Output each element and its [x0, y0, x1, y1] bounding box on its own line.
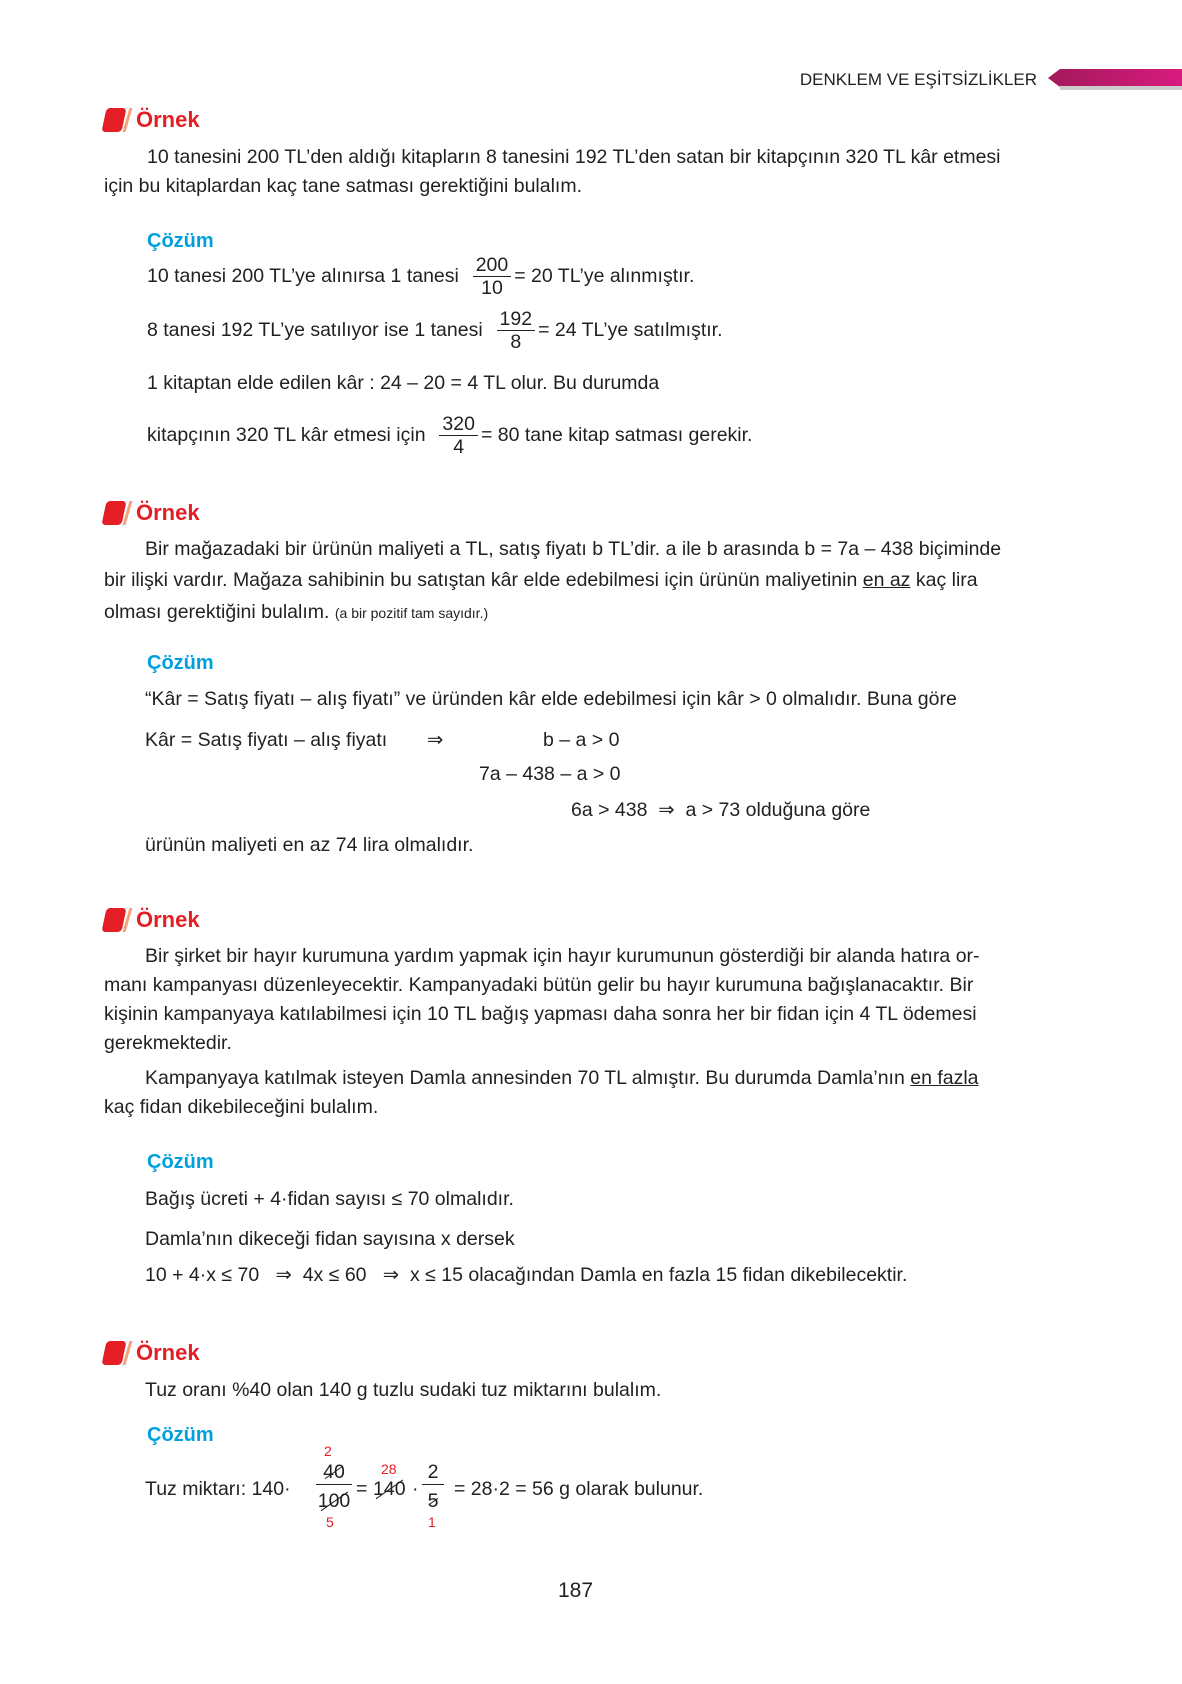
denominator: 4 [453, 436, 465, 459]
numerator: 2 [422, 1460, 444, 1485]
solution-line [571, 798, 870, 822]
example-icon [104, 907, 130, 933]
numerator [316, 1460, 352, 1485]
numerator: 200 [473, 254, 512, 277]
note: (a bir pozitif tam sayıdır.) [334, 605, 489, 621]
text-line [104, 568, 978, 592]
denominator [422, 1489, 444, 1513]
text-line [104, 600, 488, 625]
text: = 80 tane kitap satması gerekir. [480, 424, 753, 446]
numerator: 320 [439, 413, 478, 436]
text-line: Tuz oranı %40 olan 140 g tuzlu sudaki tuz miktarını bulalım. [145, 1379, 662, 1401]
text-line: kişinin kampanyaya katılabilmesi için 10 TL bağış yapması daha sonra her bir fidan için 4 TL ödemesi [104, 1003, 977, 1025]
text: kitapçının 320 TL kâr etmesi için [147, 424, 426, 446]
text-line: kaç fidan dikebileceğini bulalım. [104, 1096, 379, 1118]
implies-arrow: ⇒ [658, 799, 675, 821]
denominator [312, 1489, 356, 1513]
text-line: manı kampanyası düzenleyecektir. Kampanyadaki bütün gelir bu hayır kurumuna bağışlanacaktır. Bir [104, 974, 974, 996]
implies-arrow: ⇒ [382, 1264, 400, 1286]
solution-line: Damla’nın dikeceği fidan sayısına x dersek [145, 1228, 515, 1250]
example-label: Örnek [136, 1340, 200, 1365]
reduced-value: 28 [381, 1461, 397, 1477]
solution-line: 7a – 438 – a > 0 [479, 763, 621, 785]
implies-arrow: ⇒ [427, 729, 444, 751]
implies-arrow: ⇒ [275, 1264, 292, 1286]
solution-line: 1 kitaptan elde edilen kâr : 24 – 20 = 4 TL olur. Bu durumda [147, 372, 660, 394]
solution-line [147, 252, 694, 300]
text: 10 tanesi 200 TL’ye alınırsa 1 tanesi [147, 265, 459, 287]
text: 6a > 438 [571, 799, 648, 821]
text: x ≤ 15 olacağından Damla en fazla 15 fidan dikebilecektir. [409, 1264, 908, 1286]
text: 10 + 4·x ≤ 70 [145, 1264, 260, 1286]
dot: · [412, 1478, 419, 1500]
example-label: Örnek [136, 500, 200, 525]
solution-label: Çözüm [147, 1424, 214, 1446]
example-label: Örnek [136, 107, 200, 132]
text: 8 tanesi 192 TL’ye satılıyor ise 1 tanesi [147, 319, 483, 341]
chapter-title: DENKLEM VE EŞİTSİZLİKLER [799, 70, 1037, 89]
example-heading [104, 1339, 200, 1367]
reduced-value: 5 [326, 1514, 334, 1530]
text-line [145, 1066, 979, 1090]
text: 4x ≤ 60 [302, 1264, 367, 1286]
text: = 24 TL’ye satılmıştır. [538, 319, 723, 341]
text-line: gerekmektedir. [104, 1032, 232, 1054]
chapter-tab-decoration [1048, 69, 1182, 87]
reduced-value: 2 [324, 1443, 332, 1459]
example-icon [104, 107, 130, 133]
solution-line [147, 306, 723, 354]
example-icon [104, 500, 130, 526]
example-label: Örnek [136, 907, 200, 932]
text-line: 10 tanesini 200 TL’den aldığı kitapların 8 tanesini 192 TL’den satan bir kitapçının 320 TL kâr etmesi [147, 146, 1001, 168]
struck-number [373, 1477, 406, 1501]
text: = 20 TL’ye alınmıştır. [514, 265, 695, 287]
solution-line [147, 411, 752, 459]
underlined-text: en fazla [910, 1067, 979, 1089]
example-heading [104, 906, 200, 934]
text-line: için bu kitaplardan kaç tane satması gerektiğini bulalım. [104, 175, 582, 197]
reduced-value: 1 [428, 1514, 436, 1530]
denominator: 8 [510, 331, 522, 354]
numerator: 192 [497, 308, 536, 331]
example-heading [104, 106, 200, 134]
example-heading [104, 499, 200, 527]
text: Kampanyaya katılmak isteyen Damla annesinden 70 TL almıştır. Bu durumda Damla’nın [145, 1067, 905, 1089]
solution-line [145, 1263, 907, 1287]
solution-line: “Kâr = Satış fiyatı – alış fiyatı” ve üründen kâr elde edebilmesi için kâr > 0 olmalıdır. Buna göre [145, 688, 957, 710]
chapter-tab-shadow [1060, 86, 1182, 90]
fraction [497, 308, 536, 353]
solution-line: Kâr = Satış fiyatı – alış fiyatı [145, 729, 388, 751]
solution-line: = 28·2 = 56 g olarak bulunur. [454, 1478, 704, 1500]
solution-label: Çözüm [147, 652, 214, 674]
text-line: Bir şirket bir hayır kurumuna yardım yapmak için hayır kurumunun gösterdiği bir alanda hatıra or- [145, 945, 980, 967]
solution-line: Bağış ücreti + 4·fidan sayısı ≤ 70 olmalıdır. [145, 1188, 514, 1210]
equals: = [356, 1478, 368, 1500]
solution-line: b – a > 0 [543, 729, 620, 751]
text: kaç lira [915, 569, 978, 591]
example-icon [104, 1340, 130, 1366]
underlined-text: en az [862, 569, 911, 591]
text: bir ilişki vardır. Mağaza sahibinin bu satıştan kâr elde edebilmesi için ürünün maliyetinin [104, 569, 858, 591]
struck-number: 5 [427, 1490, 439, 1512]
solution-label: Çözüm [147, 230, 214, 252]
solution-label: Çözüm [147, 1151, 214, 1173]
solution-line: ürünün maliyeti en az 74 lira olmalıdır. [145, 834, 474, 856]
text: a > 73 olduğuna göre [685, 799, 871, 821]
solution-line: Tuz miktarı: 140· [145, 1478, 291, 1500]
struck-number: 100 [317, 1490, 351, 1512]
denominator: 10 [481, 277, 503, 300]
text-line: Bir mağazadaki bir ürünün maliyeti a TL, satış fiyatı b TL’dir. a ile b arasında b = 7a – 438 biçiminde [145, 538, 1002, 560]
fraction [473, 254, 512, 299]
page-number: 187 [558, 1579, 594, 1602]
fraction [439, 413, 478, 458]
struck-number: 140 [373, 1478, 406, 1500]
struck-number: 40 [323, 1461, 345, 1483]
text: olması gerektiğini bulalım. [104, 601, 330, 623]
